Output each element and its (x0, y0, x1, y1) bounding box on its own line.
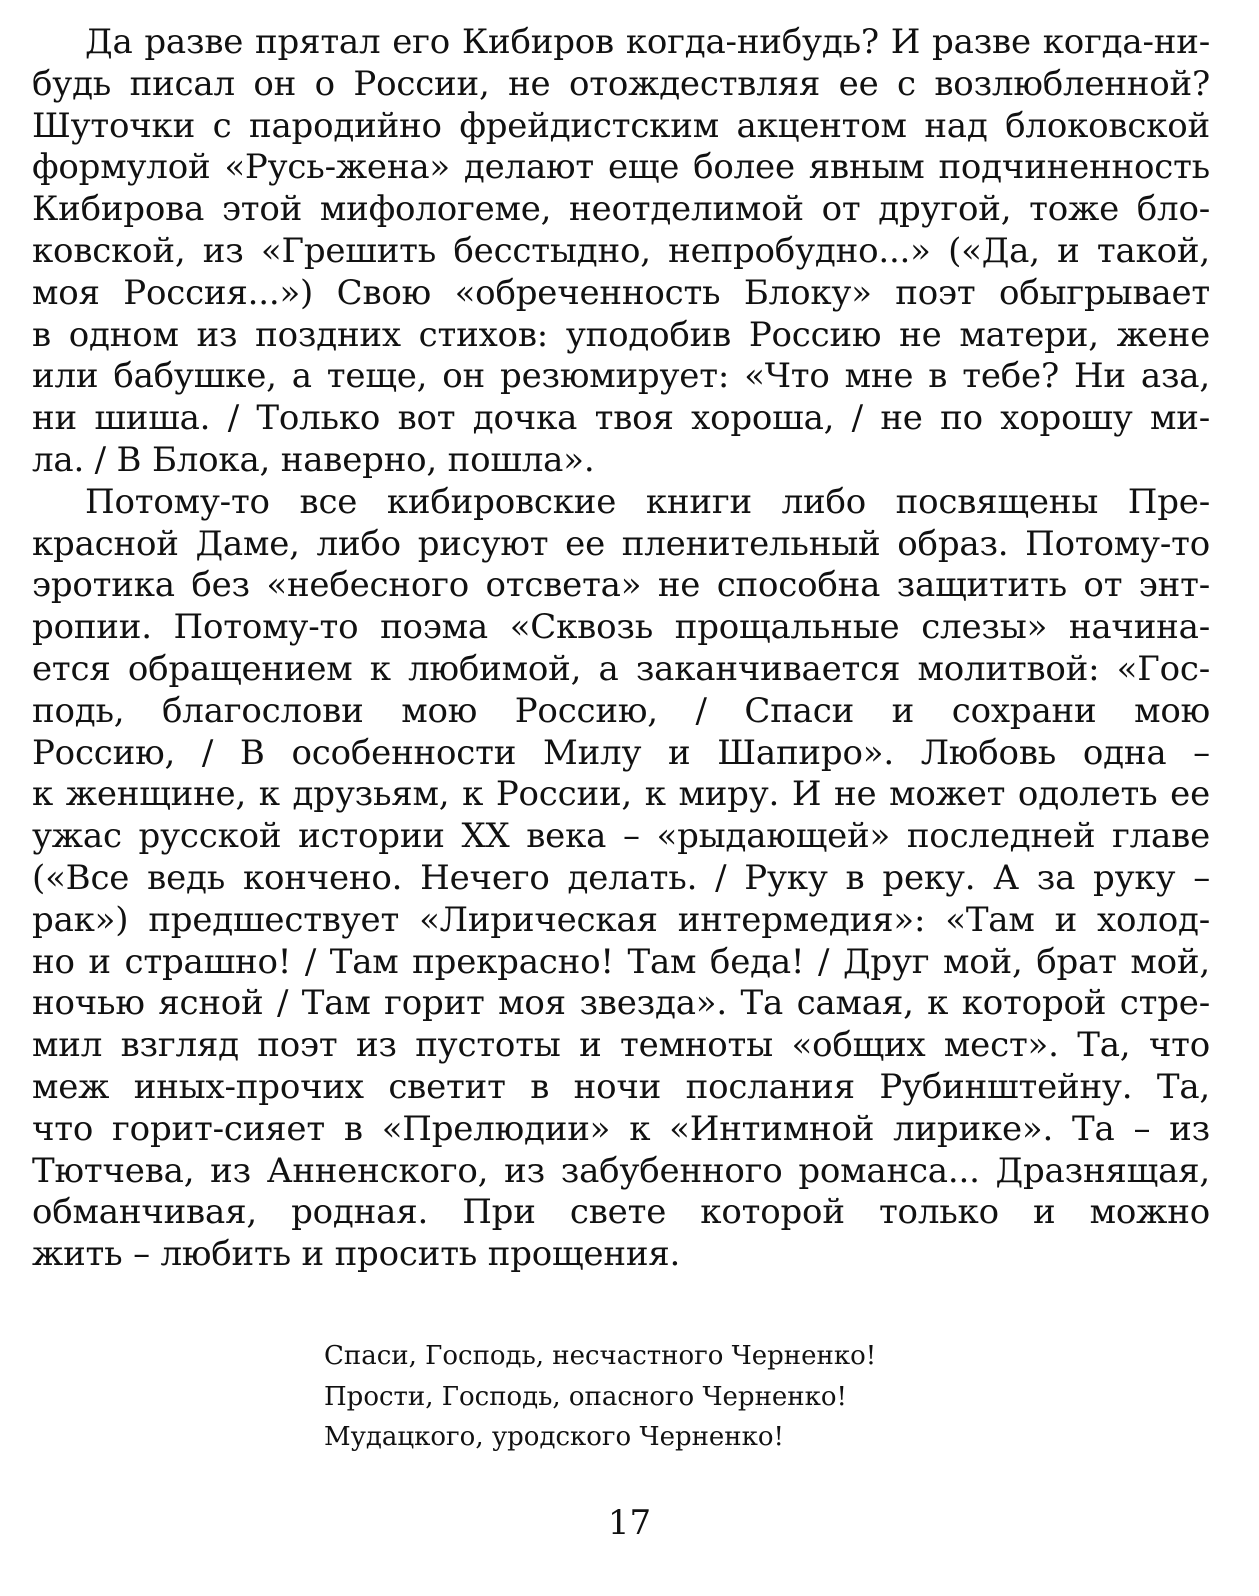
verse-line: Спаси, Господь, несчастного Черненко! (324, 1341, 877, 1371)
text-line: мил взгляд поэт из пустоты и темноты «общих мест». Та, что (32, 1025, 1210, 1066)
text-line: формулой «Русь-жена» делают еще более явным подчиненность (32, 147, 1210, 188)
text-line: Шуточки с пародийно фрейдистским акцентом над блоковской (32, 105, 1210, 146)
verse-line: Прости, Господь, опасного Черненко! (324, 1381, 847, 1412)
paragraph-1 (32, 22, 1210, 482)
text-line: ла. / В Блока, наверно, пошла». (32, 439, 595, 480)
text-line: ночью ясной / Там горит моя звезда». Та самая, к которой стре- (32, 983, 1210, 1024)
text-line: Россию, / В особенности Милу и Шапиро». Любовь одна – (32, 732, 1210, 773)
text-line: рак») предшествует «Лирическая интермедия»: «Там и холод- (32, 899, 1210, 940)
text-line: ни шиша. / Только вот дочка твоя хороша, / не по хорошу ми- (32, 398, 1210, 439)
text-line: ропии. Потому-то поэма «Сквозь прощальные слезы» начина- (32, 607, 1210, 648)
text-line: ется обращением к любимой, а заканчивается молитвой: «Гос- (32, 648, 1210, 689)
text-line: красной Даме, либо рисуют ее пленительный образ. Потому-то (32, 523, 1210, 564)
page-body (32, 22, 1210, 1276)
text-line: к женщине, к друзьям, к России, к миру. И не может одолеть ее (32, 774, 1210, 815)
text-line: будь писал он о России, не отождествляя ее с возлюбленной? (32, 63, 1210, 104)
text-line: обманчивая, родная. При свете которой только и можно (32, 1192, 1210, 1233)
page-number: 17 (607, 1503, 652, 1543)
text-line: моя Россия...») Свою «обреченность Блоку» поэт обыгрывает (32, 272, 1210, 313)
verse-quote (324, 1336, 876, 1458)
text-line: но и страшно! / Там прекрасно! Там беда! / Друг мой, брат мой, (32, 941, 1210, 982)
text-line: Потому-то все кибировские книги либо посвящены Пре- (85, 481, 1210, 522)
text-line: эротика без «небесного отсвета» не способна защитить от энт- (32, 565, 1210, 606)
text-line: («Все ведь кончено. Нечего делать. / Руку в реку. А за руку – (32, 857, 1210, 898)
text-line: или бабушке, а теще, он резюмирует: «Что мне в тебе? Ни аза, (32, 356, 1210, 397)
text-line: что горит-сияет в «Прелюдии» к «Интимной лирике». Та – из (32, 1108, 1210, 1149)
text-line: ковской, из «Грешить бесстыдно, непробудно...» («Да, и такой, (32, 230, 1210, 271)
text-line: Кибирова этой мифологеме, неотделимой от другой, тоже бло- (32, 189, 1210, 230)
paragraph-2 (32, 482, 1210, 1276)
verse-line: Мудацкого, уродского Черненко! (324, 1422, 784, 1452)
text-line: в одном из поздних стихов: уподобив Россию не матери, жене (32, 314, 1210, 355)
text-line: Тютчева, из Анненского, из забубенного романса... Дразнящая, (32, 1150, 1210, 1191)
text-line: меж иных-прочих светит в ночи послания Рубинштейну. Та, (32, 1066, 1210, 1107)
text-line: подь, благослови мою Россию, / Спаси и сохрани мою (32, 690, 1210, 731)
text-line: жить – любить и просить прощения. (32, 1234, 681, 1275)
text-line: ужас русской истории XX века – «рыдающей» последней главе (32, 816, 1210, 857)
text-line: Да разве прятал его Кибиров когда-нибудь? И разве когда-ни- (85, 22, 1210, 62)
